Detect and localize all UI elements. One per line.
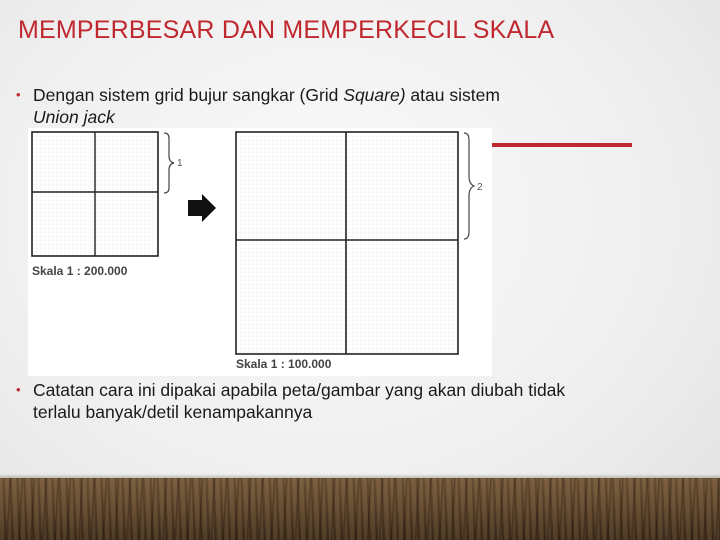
accent-line [492,143,632,147]
small-grid-brace [164,133,183,193]
bullet-text-line2: Union jack [33,107,115,127]
small-brace-label: 1 [177,158,183,169]
large-grid-brace [464,133,483,239]
bullet-note [16,379,616,423]
bullet-text: Catatan cara ini dipakai apabila peta/gambar yang akan diubah tidak terlalu banyak/detil kenampakannya [33,380,566,422]
bullet-text-prefix: Dengan sistem grid bujur sangkar (Grid [33,85,344,105]
grid-scale-figure [28,128,492,376]
slide-title: MEMPERBESAR DAN MEMPERKECIL SKALA [18,16,555,44]
bullet-grid-system [16,84,616,128]
large-brace-label: 2 [477,182,483,193]
bullet-text-italic: Square) [343,85,406,105]
small-grid [32,132,158,256]
bullet-text [33,84,616,128]
bullet-dot: • [16,382,21,397]
large-grid [236,132,458,354]
wood-floor-decoration [0,478,720,540]
bullet-text-suffix: atau sistem [405,85,500,105]
large-scale-label: Skala 1 : 100.000 [236,357,332,371]
small-scale-label: Skala 1 : 200.000 [32,264,128,278]
bullet-dot: • [16,87,21,102]
arrow-right-icon [188,194,216,222]
grid-scale-diagram [28,128,492,376]
